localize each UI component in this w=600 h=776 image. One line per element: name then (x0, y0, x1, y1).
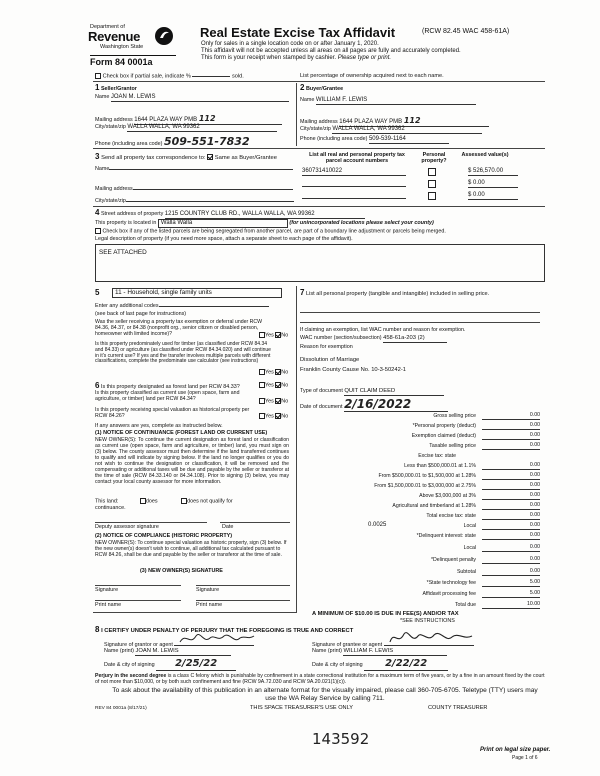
reason-line2[interactable]: Franklin County Cause No. 10-3-50242-1 (300, 367, 407, 373)
personal-checkbox-1[interactable] (428, 168, 436, 176)
receipt-number: 143592 (312, 730, 370, 748)
seller-phone-row: Phone (including area code) 509-551-7832 (95, 135, 264, 149)
exemption-question: Was the seller receiving a property tax exemption or deferral under RCW 84.36, 84.37, or 84.38 (nonprofit org., senior citizen or disabled person, homeowner with limited income)? (95, 319, 263, 337)
located-row: This property is located in Walla Walla (for unincorporated locations please select your county) (95, 219, 434, 228)
doc-date[interactable]: 2/16/2022 (344, 397, 448, 412)
grantee-name-row: Name (print) WILLIAM F. LEWIS (312, 648, 447, 656)
personal-checkbox-2[interactable] (428, 180, 436, 188)
legal-paper-note: Print on legal size paper. (480, 747, 551, 753)
page-number: Page 1 of 6 (512, 755, 538, 761)
buyer-name-row: Name WILLIAM F. LEWIS (300, 97, 476, 105)
notice2-text: NEW OWNER(S): To continue special valuation as historic property, sign (3) below. If the new owner(s) doesn't wish to continue, all additional tax calculated pursuant to RCW 84.26, shall be due and payable by the seller or transferor at the time of sale. (95, 540, 287, 558)
sec3-name[interactable] (109, 169, 293, 170)
exemption-no-checkbox[interactable] (275, 332, 281, 338)
sec3-address-row: Mailing address (95, 186, 293, 192)
tax-row: From $1,500,000.01 to $3,000,000 at 2.75% 0.00 (374, 482, 540, 489)
new-owner-sig-2: Signature (196, 587, 220, 593)
statute: (RCW 82.45 WAC 458-61A) (422, 28, 510, 35)
tax-row: Affidavit processing fee 5.00 (422, 590, 540, 597)
new-owner-print-2: Print name (196, 602, 223, 608)
personal-property-prompt: 7 List all personal property (tangible and intangible) included in selling price. (300, 288, 490, 297)
see-back: (see back of last page for instructions) (95, 311, 187, 317)
personal-checkbox-3[interactable] (428, 192, 436, 200)
sec3-city[interactable] (126, 201, 294, 202)
segregated-checkbox[interactable] (95, 228, 101, 234)
buyer-name[interactable]: WILLIAM F. LEWIS (316, 97, 476, 105)
buyer-address[interactable]: 1644 PLAZA WAY PMB 112 (339, 116, 489, 127)
tax-row: *State technology fee 5.00 (426, 579, 540, 586)
grantee-signature-scribble-icon (388, 628, 474, 648)
grantor-signature[interactable] (174, 638, 254, 646)
header-note1: Only for sales in a single location code on or after January 1, 2020. (201, 41, 379, 47)
deputy-date-label: Date (222, 524, 234, 530)
tax-row: *Personal property (deduct) 0.00 (412, 422, 540, 429)
see-instructions: *SEE INSTRUCTIONS (400, 618, 455, 624)
open-space-yes-no: Yes No (259, 398, 288, 405)
header-note2: This affidavit will not be accepted unless all areas on all pages are fully and accurately completed. (201, 48, 461, 54)
historic-yes-no: Yes No (259, 413, 288, 420)
timber-no-checkbox[interactable] (275, 369, 281, 375)
form-number: Form 84 0001a (90, 55, 176, 68)
tax-row: *Delinquent penalty 0.00 (431, 556, 540, 563)
sec3-name-row: Name (95, 166, 293, 172)
street-address-row: 4 Street address of property 1215 COUNTRY CLUB RD., WALLA WALLA, WA 99362 (95, 208, 365, 219)
tax-row: Local 0.00 (463, 544, 540, 551)
historic-no-checkbox[interactable] (275, 413, 281, 419)
exempt-claim-label: If claiming an exemption, list WAC number and reason for exemption. (300, 327, 466, 333)
tax-row: Gross selling price 0.00 (433, 412, 540, 419)
notice1-title: (1) NOTICE OF CONTINUANCE (FOREST LAND OR CURRENT USE) (95, 430, 268, 436)
sec3-city-row: City/state/zip (95, 198, 294, 204)
treasurer-use: THIS SPACE TREASURER'S USE ONLY (250, 705, 354, 711)
partial-sale-checkbox[interactable] (95, 73, 101, 79)
buyer-city[interactable]: WALLA WALLA, WA 99362 (332, 126, 482, 134)
parcel-number-3[interactable] (302, 192, 406, 199)
addl-codes-row: Enter any additional codes (95, 303, 269, 309)
tax-row: Subtotal 0.00 (456, 568, 540, 575)
tax-row: From $500,000.01 to $1,500,000 at 1.28% 0.00 (378, 472, 540, 479)
grantor-sig-row: Signature of grantor or agent (104, 638, 254, 648)
sec3-address[interactable] (133, 189, 293, 190)
sec3-heading: 3 Send all property tax correspondence to: Same as Buyer/Grantee (95, 152, 277, 161)
grantor-signature-scribble-icon (178, 630, 256, 648)
local-rate: 0.0025 (368, 522, 387, 528)
buyer-address-row: Mailing address 1644 PLAZA WAY PMB 112 (300, 116, 489, 127)
seller-address[interactable]: 1644 PLAZA WAY PMB 112 (134, 114, 282, 125)
reason-line1[interactable]: Dissolution of Marriage (300, 357, 360, 363)
dor-emblem-icon (154, 26, 174, 46)
deputy-sig-label: Deputy assessor signature (95, 524, 159, 530)
certify-line: 8 I CERTIFY UNDER PENALTY OF PERJURY THAT THE FOREGOING IS TRUE AND CORRECT (95, 625, 354, 634)
grantee-date[interactable]: 2/22/22 (364, 658, 448, 671)
doc-date-row: Date of document 2/16/2022 (300, 397, 448, 412)
grantor-date-row: Date & city of signing 2/25/22 (104, 658, 236, 671)
seller-city-row: City/state/zip WALLA WALLA, WA 99362 (95, 124, 277, 132)
tax-row: Above $3,000,000 at 3% 0.00 (419, 492, 540, 499)
assessed-value-3[interactable]: $ 0.00 (468, 192, 518, 200)
parcel-number-1[interactable]: 360731410022 (302, 168, 406, 176)
tax-row: Less than $500,000.01 at 1.1% 0.00 (404, 462, 540, 469)
grantee-sig-row: Signature of grantee or agent (312, 638, 474, 648)
tax-row: Taxable selling price 0.00 (429, 442, 540, 449)
header-note3: This form is your receipt when stamped by cashier. Please type or print. (201, 55, 392, 61)
grantee-signature[interactable] (384, 638, 474, 646)
grantee-print-name[interactable]: WILLIAM F. LEWIS (343, 648, 447, 656)
forest-question: 6 Is this property designated as forest land per RCW 84.33? (95, 381, 240, 390)
buyer-phone[interactable]: 509-539-1164 (369, 136, 449, 144)
seller-phone[interactable]: 509-551-7832 (164, 135, 264, 149)
notice1-text: NEW OWNER(S): To continue the current designation as forest land or classification as current use (open space, farm and agriculture, or timber) land, you must sign on (3) below. The county assessor must then determine if the land transferred continues to qualify and will indicate by signing below. If the land no longer qualifies or you do not wish to continue the designation or classification, it will be removed and the compensating or additional taxes will be due and payable by the seller or transferor at the time of sale (RCW 84.33.140 or 84.34.108). Prior to signing (3) below, you may contact your local county assessor for more information. (95, 437, 289, 485)
dept-line3: Washington State (100, 44, 144, 50)
wac-row: WAC number (section/subsection) 458-61a-203 (2) (300, 335, 447, 343)
continuance-label: continuance. (95, 505, 126, 511)
form-title: Real Estate Excise Tax Affidavit (200, 25, 396, 40)
instructions-line: If any answers are yes, complete as instructed below. (95, 423, 223, 429)
parcel-number-2[interactable] (302, 180, 406, 187)
alt-format-notice: To ask about the availability of this publication in an alternate format for the visually impaired, please call 360-705-6705. Teletype (TTY) users may use the WA Relay Service by calling 711. (112, 687, 538, 702)
doc-type-row: Type of document QUIT CLAIM DEED (300, 388, 444, 396)
personal-col-header: Personal property? (421, 152, 447, 165)
perjury-notice: Perjury in the second degree is a class C felony which is punishable by confinement in a state correctional institution for a maximum term of five years, or by a fine in an amount fixed by the court of not more than $10,000, or by both such confinement and fine (RCW 9A.72.030 and RCW 9A.20.021(1)(c)). (95, 673, 545, 686)
buyer-phone-row: Phone (including area code) 509-539-1164 (300, 136, 449, 144)
tax-row: Local 0.00 (463, 522, 540, 529)
seller-heading: 1 Seller/Grantor (95, 83, 137, 92)
segregated-row: Check box if any of the listed parcels are being segregated from another parcel, are part of a boundary line adjustment or parcels being merged. (95, 228, 446, 235)
county-select[interactable]: Walla Walla (158, 219, 288, 228)
seller-name[interactable]: JOAN M. LEWIS (111, 94, 289, 102)
open-space-no-checkbox[interactable] (275, 398, 281, 404)
notice2-title: (2) NOTICE OF COMPLIANCE (HISTORIC PROPERTY) (95, 533, 233, 539)
tax-row: Total excise tax: state 0.00 (426, 512, 540, 519)
assessed-value-1[interactable]: $ 526,570.00 (468, 168, 518, 176)
list-percentage-note: List percentage of ownership acquired next to each name. (300, 73, 444, 79)
dept-line2: Revenue (88, 29, 141, 44)
same-as-buyer-checkbox[interactable] (207, 154, 213, 160)
county-treasurer: COUNTY TREASURER (428, 705, 488, 711)
historic-question: Is this property receiving special valuation as historical property per RCW 84.26? (95, 407, 250, 419)
tax-row: Excise tax: state (418, 453, 456, 459)
buyer-city-row: City/state/zip WALLA WALLA, WA 99362 (300, 126, 482, 134)
forest-yes-no: Yes No (259, 382, 288, 389)
seller-address-row: Mailing address 1644 PLAZA WAY PMB 112 (95, 114, 282, 125)
grantee-date-row: Date & city of signing 2/22/22 (312, 658, 448, 671)
this-land-row: This land: does does not qualify for (95, 498, 233, 505)
legal-desc-label: Legal description of property (if you need more space, attach a separate sheet to each page of the affidavit). (95, 236, 353, 242)
tax-row: Agricultural and timberland at 1.28% 0.00 (392, 502, 540, 509)
partial-sale-row: Check box if partial sale, indicate % sold. (95, 73, 244, 80)
new-owner-sig-1: Signature (95, 587, 119, 593)
grantor-date[interactable]: 2/25/22 (156, 658, 236, 671)
assessed-col-header: Assessed value(s) (461, 152, 509, 158)
reason-label: Reason for exemption (300, 344, 353, 350)
legal-description-box[interactable] (95, 244, 545, 282)
legal-description-value: SEE ATTACHED (99, 249, 147, 256)
forest-no-checkbox[interactable] (275, 382, 281, 388)
parcel-col-header: List all real and personal property tax parcel account numbers (309, 152, 405, 165)
new-owner-print-1: Print name (95, 602, 122, 608)
exemption-yes-no: Yes No (259, 332, 288, 339)
doc-type[interactable]: QUIT CLAIM DEED (344, 388, 444, 396)
grantor-print-name[interactable]: JOAN M. LEWIS (135, 648, 231, 656)
use-code-select[interactable]: 11 - Household, single family units (112, 288, 282, 298)
dept-line1: Department of (90, 24, 125, 30)
assessed-value-2[interactable]: $ 0.00 (468, 180, 518, 188)
timber-question: Is this property predominately used for timber (as classified under RCW 84.34 and 84.33) or agriculture (as classified under RCW 84.34.020) and will continue in it's current use? If yes and the transfer involves multiple parcels with different classifications, complete the predominate use calculator (see instructions) (95, 341, 271, 365)
open-space-question: Is this property classified as current use (open space, farm and agriculture, or timber) land per RCW 84.34? (95, 390, 240, 402)
revision: REV 84 0001a (8/17/21) (95, 706, 147, 711)
tax-row: *Delinquent interest: state 0.00 (416, 532, 540, 539)
grantor-name-row: Name (print) JOAN M. LEWIS (104, 648, 231, 656)
property-street-address[interactable]: 1215 COUNTRY CLUB RD., WALLA WALLA, WA 99362 (165, 211, 365, 219)
sec5-num: 5 (95, 288, 100, 297)
tax-row: Exemption claimed (deduct) 0.00 (411, 432, 540, 439)
seller-name-row: Name JOAN M. LEWIS (95, 94, 289, 102)
tax-row: Total due 10.00 (454, 601, 540, 608)
seller-city[interactable]: WALLA WALLA, WA 99362 (127, 124, 277, 132)
dor-logo (88, 24, 188, 72)
notice3-title: (3) NEW OWNER(S) SIGNATURE (140, 568, 223, 574)
buyer-heading: 2 Buyer/Grantee (300, 83, 344, 92)
minimum-due: A MINIMUM OF $10.00 IS DUE IN FEE(S) AND/OR TAX (312, 611, 459, 617)
wac-number[interactable]: 458-61a-203 (2) (383, 335, 447, 343)
timber-yes-no: Yes No (259, 369, 288, 376)
